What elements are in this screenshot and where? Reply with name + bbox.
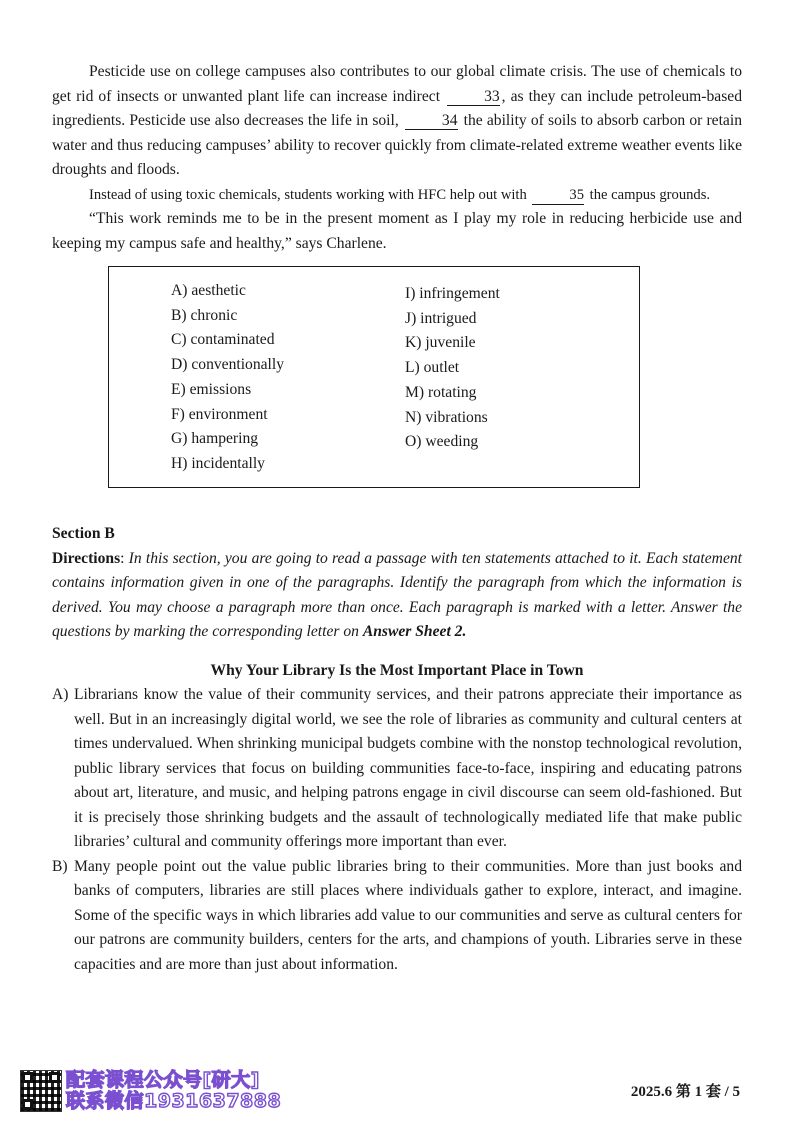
passage-title: Why Your Library Is the Most Important Place in Town (210, 661, 584, 679)
passage-paragraph-a (52, 683, 742, 855)
word-option: F) environment (171, 405, 268, 423)
blank-34: 34 (405, 112, 458, 130)
word-option: G) hampering (171, 430, 259, 448)
paragraph-text: Librarians know the value of their community services, and their patrons appreciate their importance as well. But in an increasingly digital world, we see the role of libraries as community and cultural centers at times undervalued. When shrinking municipal budgets combine with the nonstop technological revolution, public library services that focus on building communities face-to-face, inspiring and educating patrons about art, literature, and music, and helping patrons engage in civil discourse can seem old-fashioned. But it is precisely those shrinking budgets and the assault of technologically mediated life that make public libraries’ cultural and community offerings more important than ever. (74, 686, 742, 850)
word-option: O) weeding (405, 433, 479, 451)
section-b-directions: Directions: In this section, you are going to read a passage with ten statements attached to it. Each statement contains information given in one of the paragraphs. Identify the paragraph from which the information is derived. You may choose a paragraph more than once. Each paragraph is marked with a letter. Answer the questions by marking the corresponding letter on Answer Sheet 2. (52, 549, 742, 640)
word-option: A) aesthetic (171, 282, 246, 299)
word-option: E) emissions (171, 380, 252, 398)
section-b-title: Section B (52, 525, 115, 542)
paragraph-charlene: “This work reminds me to be in the present moment as I play my role in reducing herbicide use and keeping my campus safe and healthy,” says Charlene. (52, 210, 742, 252)
page-content (52, 60, 742, 977)
word-option: H) incidentally (171, 454, 265, 472)
word-option: J) intrigued (405, 309, 477, 327)
blank-33: 33 (447, 88, 500, 106)
paragraph-pesticide: Pesticide use on college campuses also contributes to our global climate crisis. The use of chemicals to get rid of insects or unwanted plant life can increase indirect 33 , as they can include petroleum-based ingredients. Pesticide use also decreases the life in soil, 34 the ability of soils to absorb carbon or retain water and thus reducing campuses’ ability to recover quickly from climate-related extreme weather events like droughts and floods. (52, 63, 742, 178)
promo-line-2: 联系微信1931637888 (66, 1090, 282, 1112)
word-option: B) chronic (171, 306, 238, 324)
word-bank-right-column (405, 279, 639, 487)
page-number: 2025.6 第 1 套 / 5 (630, 1084, 740, 1100)
blank-35: 35 (532, 187, 584, 205)
word-option: K) juvenile (405, 334, 476, 352)
word-option: D) conventionally (171, 356, 285, 374)
paragraph-letter: B) (52, 857, 68, 875)
paragraph-text: Many people point out the value public libraries bring to their communities. More than just books and banks of computers, libraries are still places where individuals gather to explore, interact, and imagine. Some of the specific ways in which libraries add value to our communities and serve as cultural centers for our patrons are community builders, centers for the arts, and champions of youth. Libraries serve in these capacities and are more than just about information. (74, 857, 742, 973)
promo-line-1: 配套课程公众号[研大] (66, 1069, 260, 1091)
word-option: C) contaminated (171, 331, 275, 349)
word-option: I) infringement (405, 285, 500, 302)
footer-promo (20, 1070, 281, 1112)
paragraph-letter: A) (52, 686, 69, 703)
word-option: L) outlet (405, 359, 460, 377)
word-bank-box (108, 266, 640, 488)
passage-paragraph-b (52, 855, 742, 978)
word-option: N) vibrations (405, 408, 488, 426)
word-option: M) rotating (405, 383, 477, 401)
word-bank-left-column (171, 279, 405, 487)
paragraph-hfc: Instead of using toxic chemicals, students working with HFC help out with 35 the campus grounds. (89, 186, 711, 203)
qr-code-icon (20, 1070, 62, 1112)
promo-text (66, 1070, 281, 1112)
